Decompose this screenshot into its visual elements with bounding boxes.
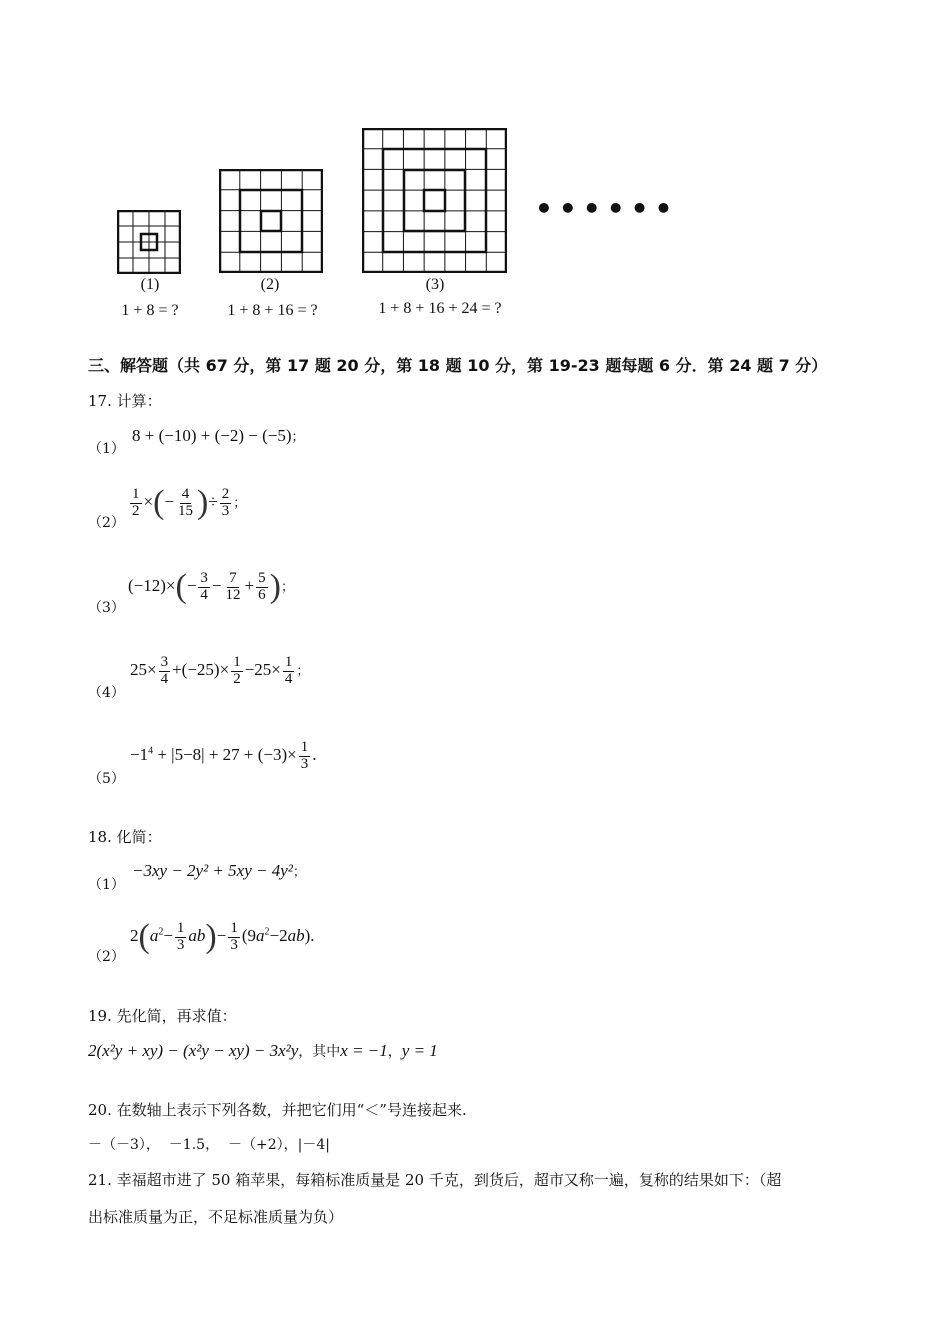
figure-1-expression: 1 + 8 = ? xyxy=(121,302,179,319)
q17-expr-2: $\frac{1}{2}$ ×(− $\frac{4}{15}$ )÷ $\frac{2}{3}$ ； xyxy=(132,484,247,521)
q17-label-4: （4） xyxy=(88,685,125,701)
q18-label-1: （1） xyxy=(88,877,125,893)
q17-label-1: （1） xyxy=(88,441,125,457)
figure-3-number: (3) xyxy=(425,276,445,293)
figure-2-number: (2) xyxy=(260,276,280,293)
q17-expr-5-end: . xyxy=(312,745,317,765)
q20-numbers: －（－3）， －1.5， －（+2），|－4| xyxy=(88,1137,330,1153)
q17-expr-2-end: ； xyxy=(233,494,247,510)
q17-expr-1-text: 8 + (−10) + (−2) − (−5) xyxy=(132,426,292,445)
q18-expr-2-end: . xyxy=(310,925,315,945)
q19-expression: 2(x²y + xy) − (x²y − xy) − 3x²y xyxy=(88,1041,299,1060)
q18-expr-1-text: −3xy − 2y² + 5xy − 4y² xyxy=(132,861,293,880)
q21-line-2: 出标准质量为正，不足标准质量为负） xyxy=(88,1208,344,1226)
q17-label-2: （2） xyxy=(88,515,125,531)
q20-title: 20. 在数轴上表示下列各数，并把它们用“＜”号连接起来. xyxy=(88,1101,467,1119)
q19-y-value: y = 1 xyxy=(401,1041,438,1060)
q17-title: 17. 计算： xyxy=(88,392,162,410)
section-heading: 三、解答题（共 67 分，第 17 题 20 分，第 18 题 10 分，第 19-23 题每题 6 分．第 24 题 7 分） xyxy=(88,356,828,375)
q17-expr-5: $-1^4 + |5-8| + 27 + (-3)\times$ $\frac{1}{3}$ . xyxy=(130,739,317,772)
figure-3-expression: 1 + 8 + 16 + 24 = ? xyxy=(378,300,502,317)
q17-label-5: （5） xyxy=(88,771,125,787)
q19-title: 19. 先化简，再求值： xyxy=(88,1007,237,1025)
grid-figure-2 xyxy=(219,169,323,273)
q21-line-1: 21. 幸福超市进了 50 箱苹果，每箱标准质量是 20 千克，到货后，超市又称一遍，复称的结果如下：（超 xyxy=(88,1171,782,1189)
q19-where: ，其中 xyxy=(298,1044,341,1060)
q17-label-3: （3） xyxy=(88,600,125,616)
q18-expr-1-end: ； xyxy=(292,864,306,879)
q19-comma: ， xyxy=(387,1044,402,1060)
q18-label-2: （2） xyxy=(88,949,125,965)
q19-x-value: x = −1 xyxy=(340,1041,388,1060)
grid-figure-1 xyxy=(117,210,181,274)
q18-expr-1 xyxy=(132,861,306,881)
q19-line xyxy=(88,1041,438,1061)
ellipsis: •••••• xyxy=(535,192,679,225)
q18-title: 18. 化简： xyxy=(88,828,162,846)
q17-expr-3-end: ； xyxy=(280,578,294,594)
q18-expr-2: $2(a^2-$ $\frac{1}{3}$ ab)− $\frac{1}{3}$ $(9a^2-2ab)$. xyxy=(130,918,315,955)
q17-expr-3: (−12)×(− $\frac{3}{4}$ − $\frac{7}{12}$ + $\frac{5}{6}$ )； xyxy=(128,568,294,605)
q17-expr-4-end: ； xyxy=(296,663,310,679)
q17-expr-1 xyxy=(132,426,305,446)
q17-expr-1-end: ； xyxy=(291,429,305,444)
q17-expr-4: 25× $\frac{3}{4}$ +(−25)× $\frac{1}{2}$ −25× $\frac{1}{4}$ ； xyxy=(130,654,310,687)
grid-figure-3 xyxy=(362,128,507,273)
figure-1-number: (1) xyxy=(140,276,160,293)
figure-2-expression: 1 + 8 + 16 = ? xyxy=(227,302,318,319)
